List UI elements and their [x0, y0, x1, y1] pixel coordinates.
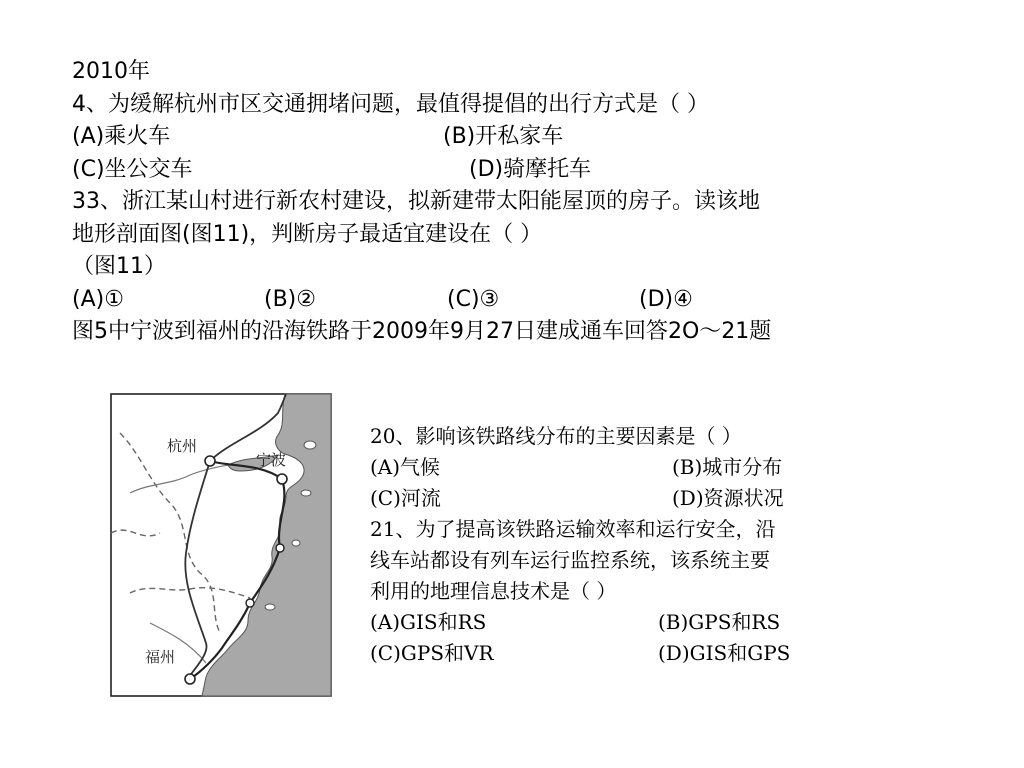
station-hangzhou-icon: [205, 456, 215, 466]
question-21-stem-line-1: 21、为了提高该铁路运输效率和运行安全，沿: [370, 517, 776, 541]
question-21-options-row-2: [370, 638, 950, 669]
question-4-options-row-1: [72, 121, 972, 154]
question-21-stem-line-3: 利用的地理信息技术是（ ）: [370, 579, 617, 603]
question-21-options-row-1: [370, 607, 950, 638]
question-21-option-b: (B)GPS和RS: [658, 610, 781, 634]
island-3: [292, 540, 300, 546]
station-wenzhou-icon: [246, 599, 254, 607]
question-33-figure-caption: （图11）: [72, 254, 166, 279]
question-21-option-d: (D)GIS和GPS: [658, 641, 791, 665]
railway-intro-text: 图5中宁波到福州的沿海铁路于2009年9月27日建成通车回答2O～21题: [72, 319, 772, 344]
question-20-option-c: (C)河流: [370, 486, 441, 510]
question-20-option-d: (D)资源状况: [672, 486, 784, 510]
question-20-options-row-2: [370, 483, 950, 514]
question-33-option-b: (B)②: [264, 286, 316, 312]
question-4-option-a: (A)乘火车: [72, 124, 171, 149]
map-label-ningbo: 宁波: [256, 451, 287, 469]
question-33-stem-line-1: 33、浙江某山村进行新农村建设，拟新建带太阳能屋顶的房子。读该地: [72, 189, 760, 214]
exam-top-section: [72, 56, 972, 349]
station-fuzhou-icon: [185, 674, 195, 684]
station-taizhou-icon: [276, 544, 284, 552]
question-20-options-row-1: [370, 452, 950, 483]
island-4: [265, 604, 275, 610]
year-heading: 2010年: [72, 59, 150, 84]
question-33-stem-line-2: 地形剖面图(图11)，判断房子最适宜建设在（ ）: [72, 221, 543, 247]
question-20-option-b: (B)城市分布: [672, 455, 783, 479]
question-20-stem: 20、影响该铁路线分布的主要因素是（ ）: [370, 424, 742, 448]
railway-map-figure: [110, 393, 332, 697]
question-20-option-a: (A)气候: [370, 455, 441, 479]
question-21-stem-line-2: 线车站都设有列车运行监控系统，该系统主要: [370, 548, 770, 572]
question-4-options-row-2: [72, 154, 972, 187]
question-4-option-c: (C)坐公交车: [72, 156, 193, 182]
question-21-option-c: (C)GPS和VR: [370, 641, 494, 665]
island-1: [304, 441, 316, 449]
question-33-options-row: [72, 284, 972, 317]
question-33-option-c: (C)③: [447, 286, 500, 312]
exam-right-section: [370, 421, 950, 669]
question-33-option-a: (A)①: [72, 286, 124, 312]
question-4-stem: 4、为缓解杭州市区交通拥堵问题，最值得提倡的出行方式是（ ）: [72, 91, 709, 117]
map-label-hangzhou: 杭州: [167, 437, 198, 455]
question-33-option-d: (D)④: [639, 286, 693, 312]
station-ningbo-icon: [277, 474, 287, 484]
question-4-option-b: (B)开私家车: [443, 124, 564, 149]
island-2: [301, 490, 311, 496]
question-4-option-d: (D)骑摩托车: [469, 156, 592, 182]
question-21-option-a: (A)GIS和RS: [370, 610, 487, 634]
map-label-fuzhou: 福州: [145, 648, 176, 666]
